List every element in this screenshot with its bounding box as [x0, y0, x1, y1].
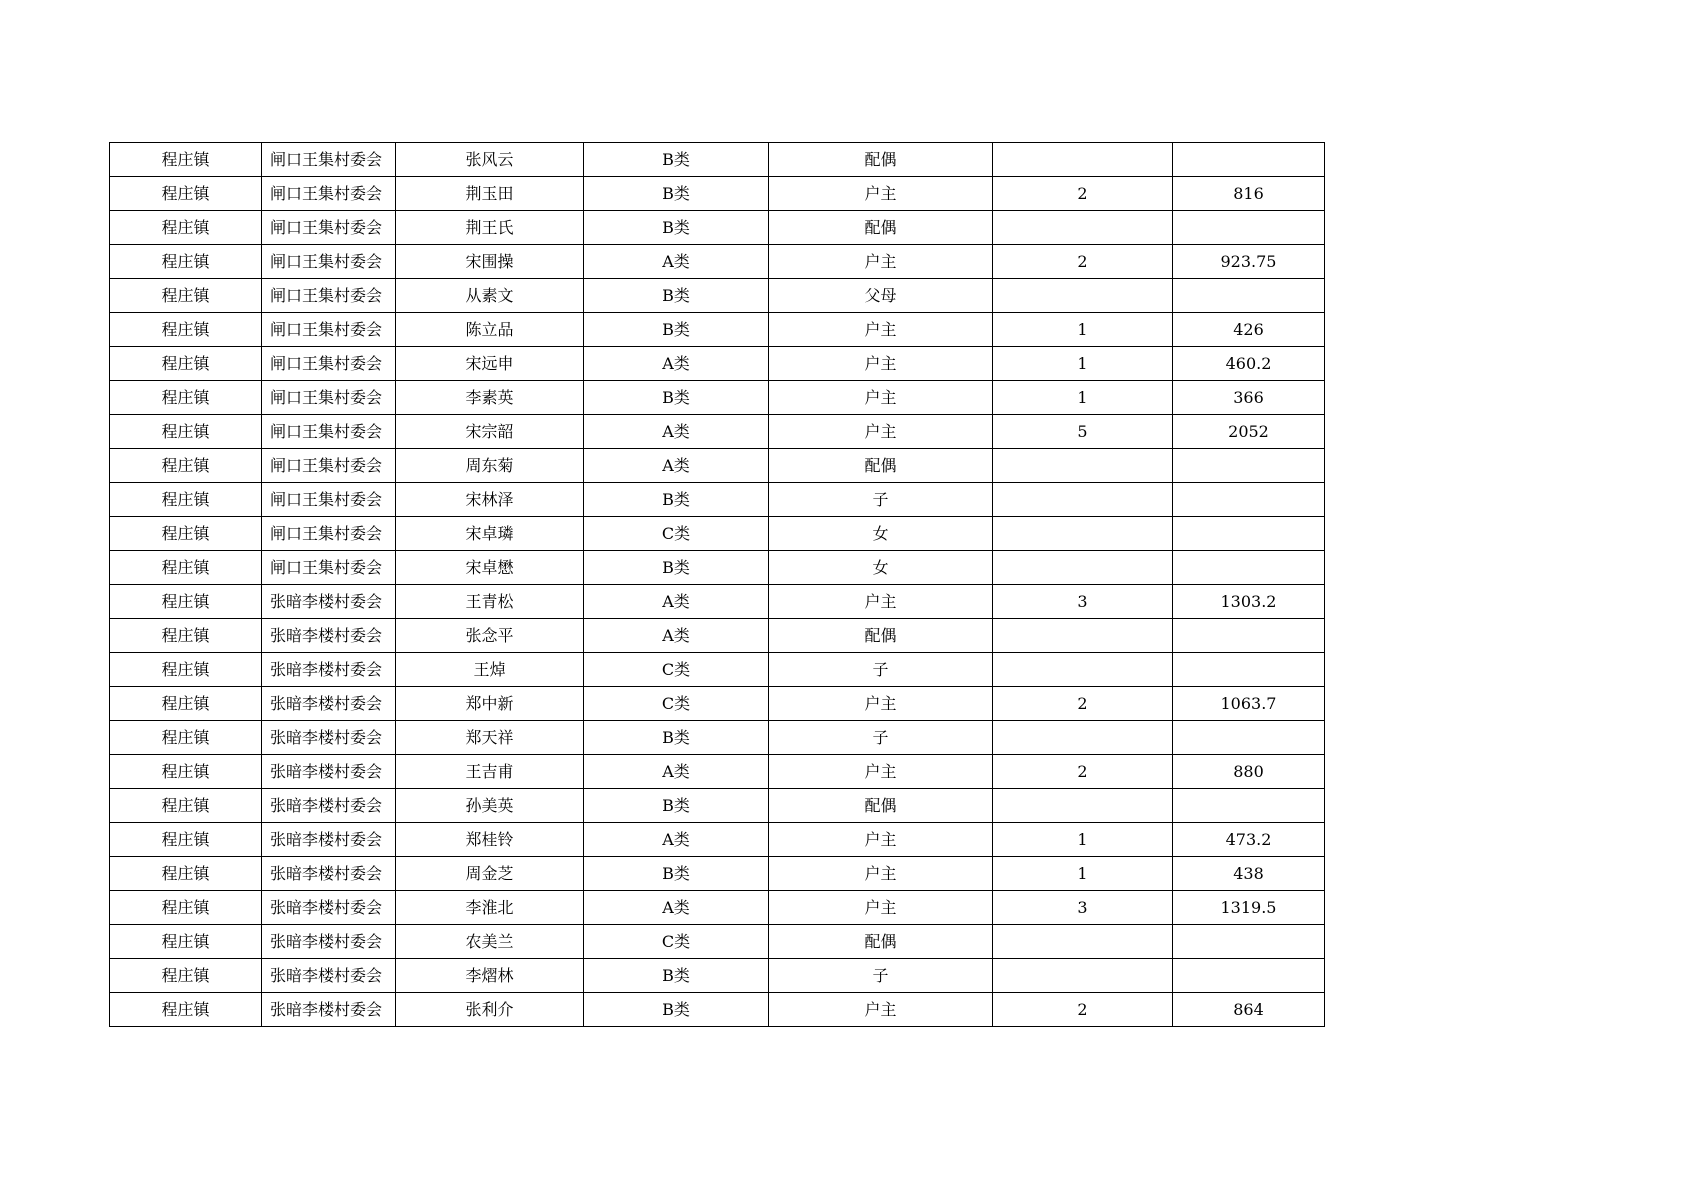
category-cell: B类	[584, 483, 769, 517]
village-cell: 张暗李楼村委会	[262, 619, 396, 653]
relation-cell: 户主	[769, 245, 993, 279]
relation-cell: 户主	[769, 347, 993, 381]
table-row	[110, 177, 1325, 211]
name-cell: 王焯	[396, 653, 584, 687]
category-cell: A类	[584, 619, 769, 653]
category-cell: B类	[584, 279, 769, 313]
category-cell: B类	[584, 721, 769, 755]
amount-cell: 880	[1173, 755, 1325, 789]
amount-cell	[1173, 959, 1325, 993]
name-cell: 荆王氏	[396, 211, 584, 245]
table-row	[110, 551, 1325, 585]
town-cell: 程庄镇	[110, 313, 262, 347]
amount-cell	[1173, 449, 1325, 483]
village-cell: 张暗李楼村委会	[262, 823, 396, 857]
name-cell: 张利介	[396, 993, 584, 1027]
village-cell: 张暗李楼村委会	[262, 789, 396, 823]
town-cell: 程庄镇	[110, 687, 262, 721]
amount-cell	[1173, 653, 1325, 687]
town-cell: 程庄镇	[110, 755, 262, 789]
relation-cell: 户主	[769, 891, 993, 925]
category-cell: A类	[584, 245, 769, 279]
relation-cell: 户主	[769, 585, 993, 619]
village-cell: 张暗李楼村委会	[262, 755, 396, 789]
household-size-cell: 3	[993, 891, 1173, 925]
amount-cell: 816	[1173, 177, 1325, 211]
relation-cell: 子	[769, 483, 993, 517]
household-size-cell	[993, 211, 1173, 245]
household-size-cell	[993, 449, 1173, 483]
name-cell: 荆玉田	[396, 177, 584, 211]
town-cell: 程庄镇	[110, 925, 262, 959]
town-cell: 程庄镇	[110, 993, 262, 1027]
table-row	[110, 857, 1325, 891]
name-cell: 李素英	[396, 381, 584, 415]
town-cell: 程庄镇	[110, 517, 262, 551]
household-size-cell	[993, 551, 1173, 585]
relation-cell: 子	[769, 959, 993, 993]
village-cell: 闸口王集村委会	[262, 279, 396, 313]
name-cell: 李淮北	[396, 891, 584, 925]
relation-cell: 户主	[769, 313, 993, 347]
category-cell: B类	[584, 313, 769, 347]
amount-cell: 2052	[1173, 415, 1325, 449]
village-cell: 闸口王集村委会	[262, 211, 396, 245]
household-size-cell: 5	[993, 415, 1173, 449]
amount-cell: 426	[1173, 313, 1325, 347]
amount-cell: 1063.7	[1173, 687, 1325, 721]
village-cell: 闸口王集村委会	[262, 483, 396, 517]
amount-cell: 460.2	[1173, 347, 1325, 381]
table-row	[110, 279, 1325, 313]
name-cell: 宋宗韶	[396, 415, 584, 449]
name-cell: 郑桂铃	[396, 823, 584, 857]
category-cell: C类	[584, 925, 769, 959]
table-row	[110, 449, 1325, 483]
table-row	[110, 415, 1325, 449]
household-size-cell: 3	[993, 585, 1173, 619]
table-row	[110, 721, 1325, 755]
amount-cell	[1173, 721, 1325, 755]
household-size-cell: 1	[993, 313, 1173, 347]
name-cell: 农美兰	[396, 925, 584, 959]
town-cell: 程庄镇	[110, 483, 262, 517]
table-row	[110, 517, 1325, 551]
category-cell: C类	[584, 653, 769, 687]
name-cell: 宋卓璘	[396, 517, 584, 551]
name-cell: 陈立品	[396, 313, 584, 347]
table-row	[110, 687, 1325, 721]
relation-cell: 配偶	[769, 211, 993, 245]
amount-cell	[1173, 279, 1325, 313]
relation-cell: 父母	[769, 279, 993, 313]
category-cell: B类	[584, 177, 769, 211]
relation-cell: 子	[769, 653, 993, 687]
category-cell: B类	[584, 857, 769, 891]
amount-cell: 923.75	[1173, 245, 1325, 279]
table-row	[110, 755, 1325, 789]
village-cell: 张暗李楼村委会	[262, 721, 396, 755]
relation-cell: 户主	[769, 823, 993, 857]
name-cell: 从素文	[396, 279, 584, 313]
town-cell: 程庄镇	[110, 347, 262, 381]
table-row	[110, 925, 1325, 959]
household-size-cell	[993, 483, 1173, 517]
amount-cell	[1173, 925, 1325, 959]
town-cell: 程庄镇	[110, 415, 262, 449]
town-cell: 程庄镇	[110, 211, 262, 245]
household-size-cell	[993, 721, 1173, 755]
household-size-cell: 2	[993, 993, 1173, 1027]
village-cell: 闸口王集村委会	[262, 551, 396, 585]
household-size-cell	[993, 143, 1173, 177]
town-cell: 程庄镇	[110, 143, 262, 177]
household-size-cell	[993, 653, 1173, 687]
village-cell: 张暗李楼村委会	[262, 891, 396, 925]
name-cell: 周东菊	[396, 449, 584, 483]
household-size-cell: 1	[993, 381, 1173, 415]
relation-cell: 户主	[769, 415, 993, 449]
town-cell: 程庄镇	[110, 381, 262, 415]
category-cell: B类	[584, 211, 769, 245]
household-size-cell: 2	[993, 755, 1173, 789]
village-cell: 闸口王集村委会	[262, 143, 396, 177]
relation-cell: 配偶	[769, 789, 993, 823]
relation-cell: 配偶	[769, 619, 993, 653]
household-size-cell	[993, 789, 1173, 823]
name-cell: 张念平	[396, 619, 584, 653]
category-cell: B类	[584, 551, 769, 585]
category-cell: A类	[584, 449, 769, 483]
amount-cell	[1173, 551, 1325, 585]
village-cell: 张暗李楼村委会	[262, 959, 396, 993]
amount-cell: 438	[1173, 857, 1325, 891]
village-cell: 闸口王集村委会	[262, 313, 396, 347]
town-cell: 程庄镇	[110, 789, 262, 823]
village-cell: 张暗李楼村委会	[262, 993, 396, 1027]
village-cell: 闸口王集村委会	[262, 517, 396, 551]
village-cell: 张暗李楼村委会	[262, 925, 396, 959]
table-row	[110, 891, 1325, 925]
table-row	[110, 619, 1325, 653]
household-size-cell	[993, 925, 1173, 959]
town-cell: 程庄镇	[110, 959, 262, 993]
household-size-cell: 1	[993, 857, 1173, 891]
name-cell: 周金芝	[396, 857, 584, 891]
relation-cell: 女	[769, 551, 993, 585]
amount-cell: 1319.5	[1173, 891, 1325, 925]
relation-cell: 配偶	[769, 449, 993, 483]
amount-cell	[1173, 143, 1325, 177]
amount-cell	[1173, 789, 1325, 823]
town-cell: 程庄镇	[110, 891, 262, 925]
household-size-cell: 2	[993, 177, 1173, 211]
category-cell: B类	[584, 789, 769, 823]
name-cell: 王青松	[396, 585, 584, 619]
name-cell: 郑中新	[396, 687, 584, 721]
category-cell: B类	[584, 993, 769, 1027]
village-cell: 闸口王集村委会	[262, 381, 396, 415]
name-cell: 宋卓懋	[396, 551, 584, 585]
name-cell: 宋远申	[396, 347, 584, 381]
category-cell: B类	[584, 959, 769, 993]
table-row	[110, 347, 1325, 381]
town-cell: 程庄镇	[110, 721, 262, 755]
relation-cell: 女	[769, 517, 993, 551]
category-cell: A类	[584, 415, 769, 449]
category-cell: A类	[584, 755, 769, 789]
village-cell: 张暗李楼村委会	[262, 653, 396, 687]
relation-cell: 户主	[769, 755, 993, 789]
table-body	[110, 143, 1325, 1027]
data-table	[109, 142, 1325, 1027]
household-size-cell: 1	[993, 347, 1173, 381]
amount-cell: 1303.2	[1173, 585, 1325, 619]
table-row	[110, 211, 1325, 245]
name-cell: 郑天祥	[396, 721, 584, 755]
relation-cell: 子	[769, 721, 993, 755]
village-cell: 闸口王集村委会	[262, 245, 396, 279]
category-cell: A类	[584, 347, 769, 381]
household-size-cell: 2	[993, 245, 1173, 279]
table-row	[110, 483, 1325, 517]
table-row	[110, 789, 1325, 823]
amount-cell	[1173, 517, 1325, 551]
household-size-cell	[993, 517, 1173, 551]
amount-cell: 864	[1173, 993, 1325, 1027]
category-cell: B类	[584, 143, 769, 177]
table-row	[110, 823, 1325, 857]
town-cell: 程庄镇	[110, 585, 262, 619]
name-cell: 李熠林	[396, 959, 584, 993]
town-cell: 程庄镇	[110, 551, 262, 585]
relation-cell: 户主	[769, 177, 993, 211]
table-row	[110, 959, 1325, 993]
town-cell: 程庄镇	[110, 619, 262, 653]
category-cell: C类	[584, 687, 769, 721]
household-size-cell	[993, 619, 1173, 653]
household-size-cell	[993, 279, 1173, 313]
relation-cell: 配偶	[769, 925, 993, 959]
town-cell: 程庄镇	[110, 177, 262, 211]
name-cell: 宋林泽	[396, 483, 584, 517]
table-row	[110, 313, 1325, 347]
table-row	[110, 381, 1325, 415]
village-cell: 张暗李楼村委会	[262, 585, 396, 619]
category-cell: A类	[584, 891, 769, 925]
table-row	[110, 585, 1325, 619]
table-row	[110, 653, 1325, 687]
category-cell: C类	[584, 517, 769, 551]
town-cell: 程庄镇	[110, 857, 262, 891]
table-row	[110, 993, 1325, 1027]
category-cell: A类	[584, 585, 769, 619]
amount-cell	[1173, 483, 1325, 517]
village-cell: 闸口王集村委会	[262, 449, 396, 483]
table-row	[110, 143, 1325, 177]
village-cell: 张暗李楼村委会	[262, 857, 396, 891]
name-cell: 孙美英	[396, 789, 584, 823]
town-cell: 程庄镇	[110, 245, 262, 279]
village-cell: 张暗李楼村委会	[262, 687, 396, 721]
category-cell: A类	[584, 823, 769, 857]
household-size-cell	[993, 959, 1173, 993]
household-size-cell: 2	[993, 687, 1173, 721]
amount-cell	[1173, 619, 1325, 653]
name-cell: 王吉甫	[396, 755, 584, 789]
household-size-cell: 1	[993, 823, 1173, 857]
relation-cell: 户主	[769, 381, 993, 415]
village-cell: 闸口王集村委会	[262, 177, 396, 211]
amount-cell	[1173, 211, 1325, 245]
town-cell: 程庄镇	[110, 823, 262, 857]
name-cell: 宋围操	[396, 245, 584, 279]
amount-cell: 366	[1173, 381, 1325, 415]
relation-cell: 户主	[769, 687, 993, 721]
village-cell: 闸口王集村委会	[262, 415, 396, 449]
relation-cell: 配偶	[769, 143, 993, 177]
table-row	[110, 245, 1325, 279]
amount-cell: 473.2	[1173, 823, 1325, 857]
relation-cell: 户主	[769, 993, 993, 1027]
town-cell: 程庄镇	[110, 449, 262, 483]
town-cell: 程庄镇	[110, 653, 262, 687]
name-cell: 张风云	[396, 143, 584, 177]
village-cell: 闸口王集村委会	[262, 347, 396, 381]
category-cell: B类	[584, 381, 769, 415]
town-cell: 程庄镇	[110, 279, 262, 313]
relation-cell: 户主	[769, 857, 993, 891]
